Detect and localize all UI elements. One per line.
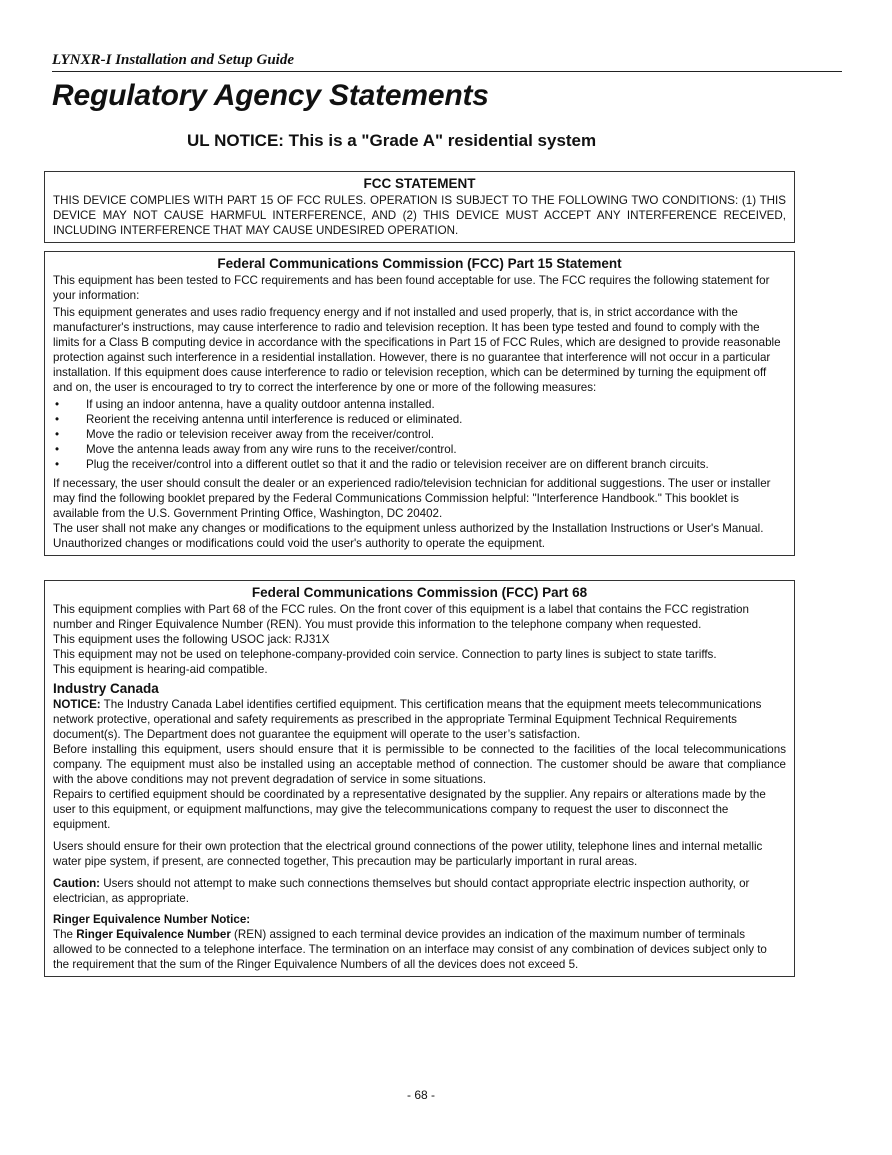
part68-usoc-text: This equipment uses the following USOC jack: RJ31X <box>53 633 330 646</box>
caution-label: Caution: <box>53 877 101 890</box>
header-divider <box>52 71 842 72</box>
list-item: • Move the antenna leads away from any wire runs to the receiver/control. <box>55 443 457 456</box>
ul-notice: UL NOTICE: This is a "Grade A" residential system <box>187 131 597 150</box>
bullet-icon: • <box>55 458 60 471</box>
fcc-part68-box <box>44 580 795 977</box>
fcc-part15-box <box>44 251 795 556</box>
caution-text: Caution: Users should not attempt to make such connections themselves but should contact appropriate electric inspection authority, or electrician, as appropriate. <box>53 877 750 905</box>
part15-measures-list <box>53 397 786 472</box>
list-item: • If using an indoor antenna, have a quality outdoor antenna installed. <box>55 398 435 411</box>
ren-heading: Ringer Equivalence Number Notice: <box>53 913 251 926</box>
industry-canada-notice: NOTICE: The Industry Canada Label identifies certified equipment. This certification means that the equipment meets telecommunications network protective, operational and safety requirements as prescribed in the appropriate Terminal Equipment Technical Requirements document(s). The Department does not guarantee the equipment will operate to the user’s satisfaction. <box>53 698 762 741</box>
page-title: Regulatory Agency Statements <box>52 79 489 112</box>
part68-title: Federal Communications Commission (FCC) Part 68 <box>251 585 588 600</box>
notice-label: NOTICE: <box>53 698 101 711</box>
part15-consult-text: If necessary, the user should consult the dealer or an experienced radio/television technician for additional suggestions. The user or installer may find the following booklet prepared by the Federal Communications Commission helpful: "Interference Handbook." This booklet is available from the U.S. Government Printing Office, Washington, DC 20402. <box>53 477 771 520</box>
page-number: - 68 - <box>406 1088 435 1102</box>
bullet-icon: • <box>55 443 60 456</box>
part15-title: Federal Communications Commission (FCC) Part 15 Statement <box>217 256 622 271</box>
bullet-icon: • <box>55 413 60 426</box>
bullet-icon: • <box>55 398 60 411</box>
list-item: • Reorient the receiving antenna until interference is reduced or eliminated. <box>55 413 463 426</box>
part68-compliance-text: This equipment complies with Part 68 of the FCC rules. On the front cover of this equipment is a label that contains the FCC registration number and Ringer Equivalence Number (REN). You must provide this information to the telephone company when requested. <box>53 603 749 631</box>
part15-intro: This equipment has been tested to FCC requirements and has been found acceptable for use. The FCC requires the following statement for your information: <box>53 274 770 302</box>
fcc-statement-box <box>44 171 795 243</box>
part15-modification-text: The user shall not make any changes or modifications to the equipment unless authorized by the Installation Instructions or User's Manual. Unauthorized changes or modifications could void the user's authority to operate the equipment. <box>53 522 764 550</box>
industry-canada-installation-text: Before installing this equipment, users should ensure that it is permissible to be connected to the facilities of the local telecommunications company. The equipment must also be installed using an acceptable method of connection. The customer should be aware that compliance with the above conditions may not prevent degradation of service in some situations. <box>53 743 786 786</box>
bullet-icon: • <box>55 428 60 441</box>
list-item: • Plug the receiver/control into a different outlet so that it and the radio or television receiver are on different branch circuits. <box>55 458 709 471</box>
industry-canada-heading: Industry Canada <box>53 681 159 696</box>
fcc-statement-text: THIS DEVICE COMPLIES WITH PART 15 OF FCC RULES. OPERATION IS SUBJECT TO THE FOLLOWING TWO CONDITIONS: (1) THIS DEVICE MAY NOT CAUSE HARMFUL INTERFERENCE, AND (2) THIS DEVICE MUST ACCEPT ANY INTERFERENCE RECEIVED, INCLUDING INTERFERENCE THAT MAY CAUSE UNDESIRED OPERATION. <box>53 194 786 237</box>
part15-body: This equipment generates and uses radio frequency energy and if not installed and used properly, that is, in strict accordance with the manufacturer's instructions, may cause interference to radio and television reception. It has been type tested and found to comply with the limits for a Class B computing device in accordance with the specifications in Part 15 of FCC Rules, which are designed to provide reasonable protection against such interference in a residential installation. However, there is no guarantee that interference will not occur in a particular installation. If this equipment does cause interference to radio or television reception, which can be determined by turning the equipment off and on, the user is encouraged to try to correct the interference by one or more of the following measures: <box>53 306 781 394</box>
part68-coin-text: This equipment may not be used on telephone-company-provided coin service. Connection to party lines is subject to state tariffs. <box>53 648 717 661</box>
guide-title: LYNXR-I Installation and Setup Guide <box>52 52 294 68</box>
industry-canada-repairs-text: Repairs to certified equipment should be coordinated by a representative designated by the supplier. Any repairs or alterations made by the user to this equipment, or equipment malfunctions, may give the telecommunications company to request the user to disconnect the equipment. <box>53 788 766 831</box>
list-item: • Move the radio or television receiver away from the receiver/control. <box>55 428 434 441</box>
part68-hearing-aid-text: This equipment is hearing-aid compatible. <box>53 663 268 676</box>
fcc-statement-title: FCC STATEMENT <box>363 176 476 191</box>
ren-text: The Ringer Equivalence Number (REN) assigned to each terminal device provides an indication of the maximum number of terminals allowed to be connected to a telephone interface. The termination on an interface may consist of any combination of devices subject only to the requirement that the sum of the Ringer Equivalence Numbers of all the devices does not exceed 5. <box>53 928 767 971</box>
industry-canada-ground-text: Users should ensure for their own protection that the electrical ground connections of the power utility, telephone lines and internal metallic water pipe system, if present, are connected together, This precaution may be particularly important in rural areas. <box>53 840 763 868</box>
